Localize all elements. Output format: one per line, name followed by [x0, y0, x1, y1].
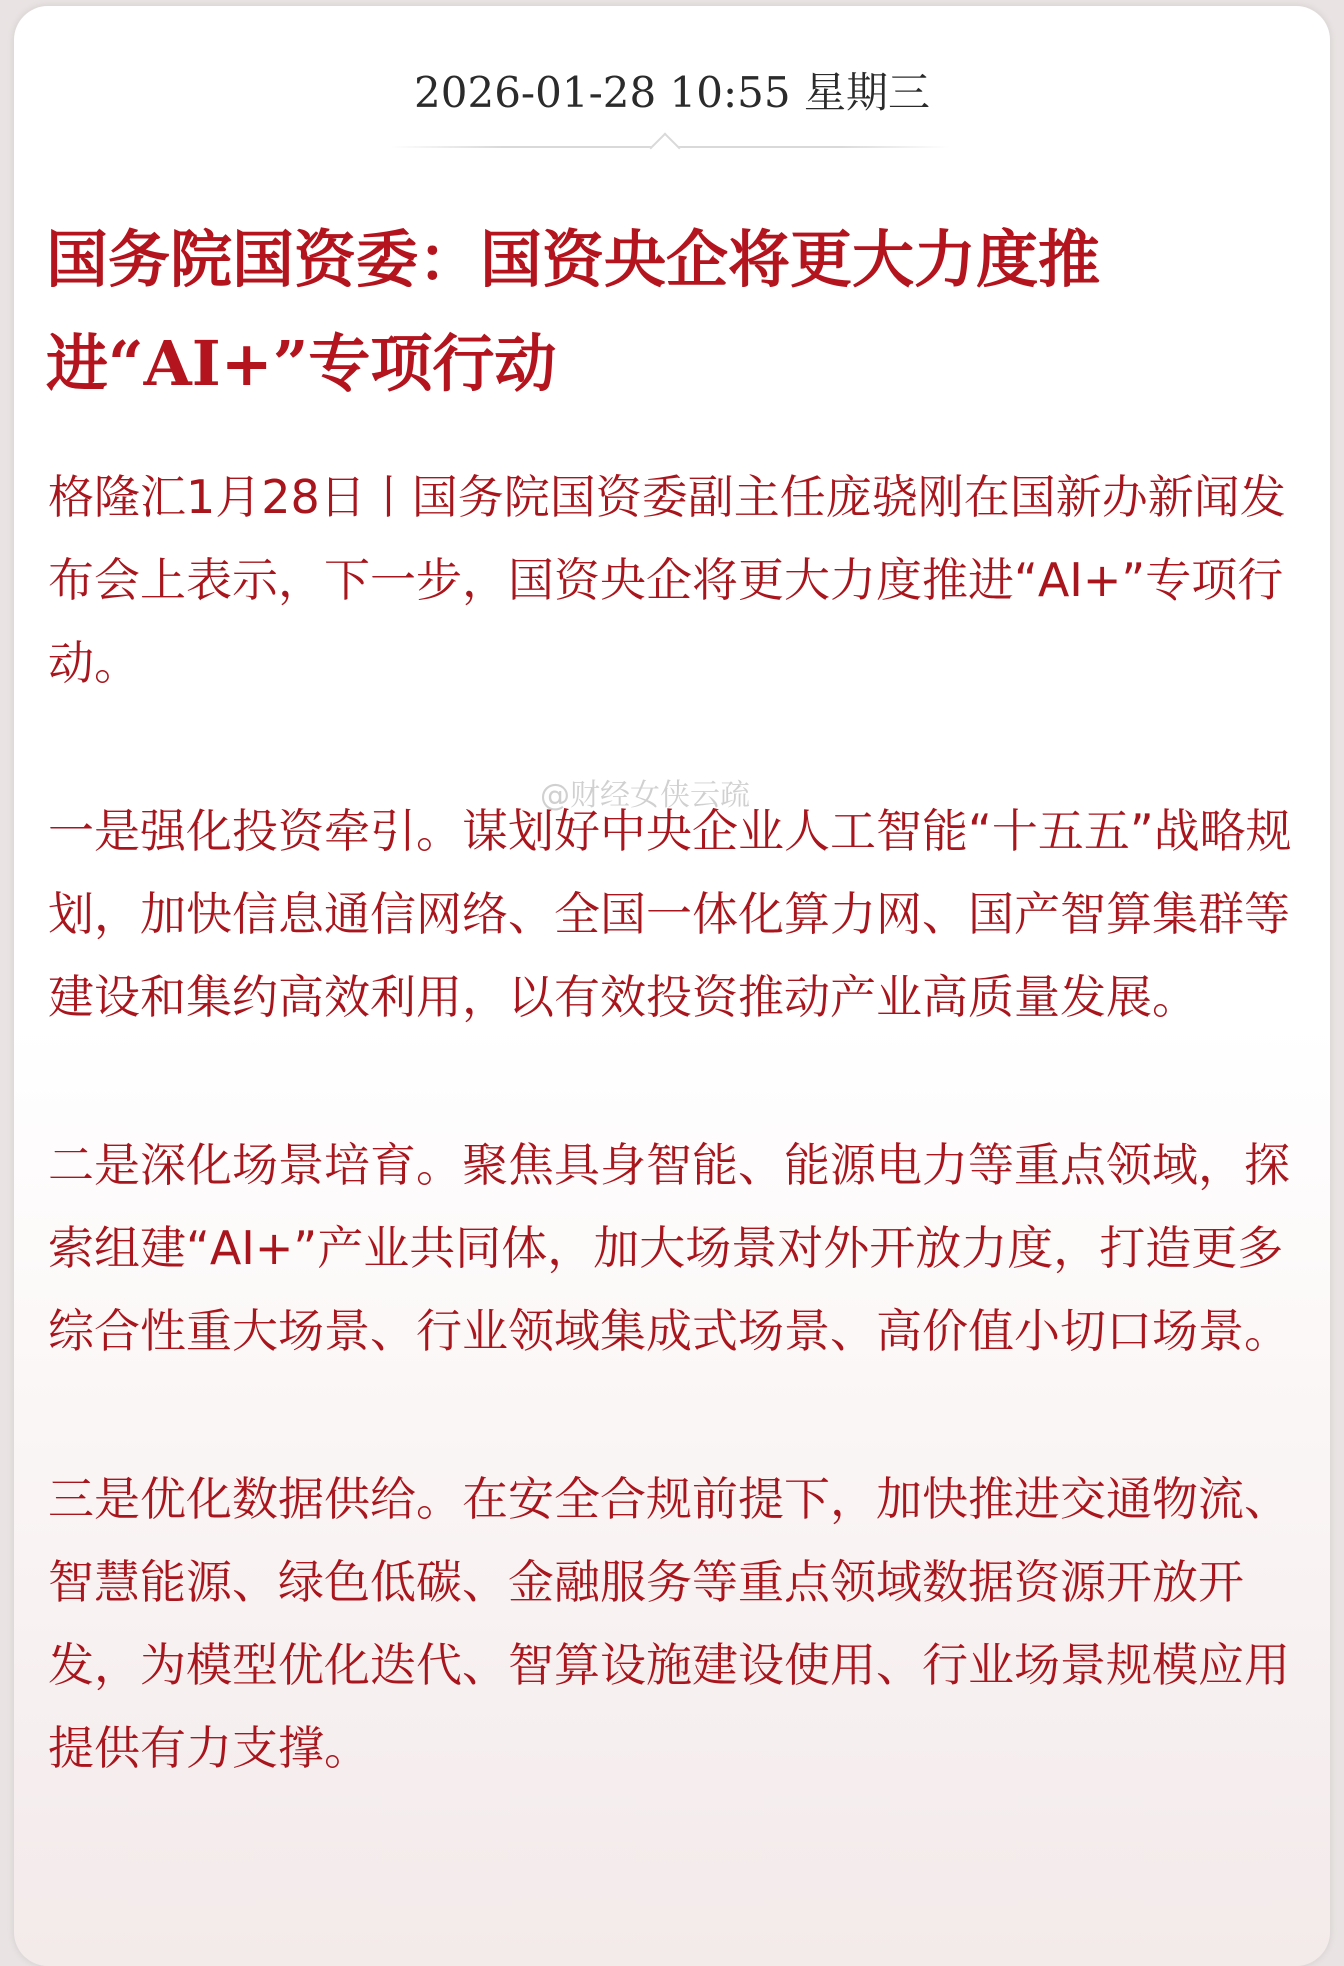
- article-title: 国务院国资委：国资央企将更大力度推进“AI+”专项行动: [46, 223, 1101, 400]
- article-paragraph-data-supply: 三是优化数据供给。在安全合规前提下，加快推进交通物流、智慧能源、绿色低碳、金融服务等重点领域数据资源开放开发，为模型优化迭代、智算设施建设使用、行业场景规模应用提供有力支撑。: [48, 1472, 1290, 1775]
- article-paragraph-investment: 一是强化投资牵引。谋划好中央企业人工智能“十五五”战略规划，加快信息通信网络、全国一体化算力网、国产智算集群等建设和集约高效利用，以有效投资推动产业高质量发展。: [48, 804, 1292, 1024]
- article-paragraph-intro: 格隆汇1月28日丨国务院国资委副主任庞骁刚在国新办新闻发布会上表示，下一步，国资央企将更大力度推进“AI+”专项行动。: [48, 470, 1286, 690]
- date-header: 2026-01-28 10:55 星期三: [414, 68, 930, 117]
- article-paragraph-scenarios: 二是深化场景培育。聚焦具身智能、能源电力等重点领域，探索组建“AI+”产业共同体，加大场景对外开放力度，打造更多综合性重大场景、行业领域集成式场景、高价值小切口场景。: [48, 1138, 1290, 1358]
- date-header-wrap: [0, 60, 1344, 120]
- watermark: @财经女侠云疏: [540, 778, 750, 813]
- article-body: [48, 456, 1300, 1875]
